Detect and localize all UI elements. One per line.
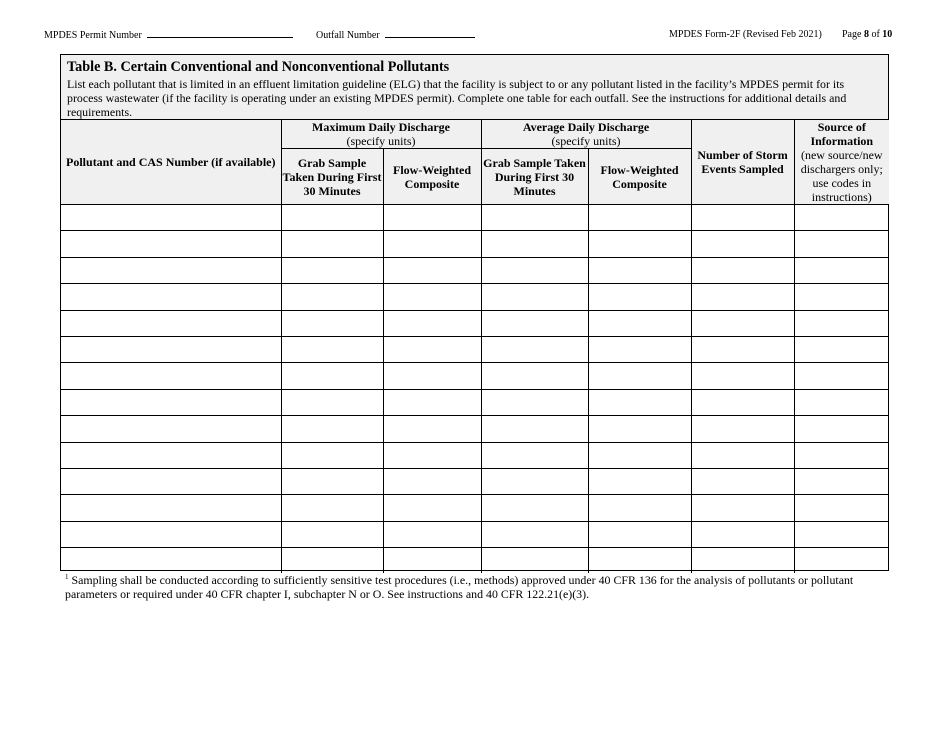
max-grab-input[interactable] [282,495,383,520]
avg-grab-cell [481,416,588,442]
avg-daily-title: Average Daily Discharge [522,120,650,135]
max-grab-input[interactable] [282,416,383,441]
avg-flow-input[interactable] [589,495,691,520]
avg-grab-input[interactable] [482,495,588,520]
table-row [61,284,889,310]
max-flow-input[interactable] [384,416,481,441]
storm-events-cell [691,310,794,336]
avg-grab-cell [481,468,588,494]
avg-grab-input[interactable] [482,205,588,230]
avg-grab-cell [481,363,588,389]
avg-grab-cell [481,495,588,521]
max-flow-cell [383,310,481,336]
max-flow-input[interactable] [384,390,481,415]
max-grab-cell [281,389,383,415]
table-row [61,205,889,231]
pollutant-input[interactable] [61,205,281,230]
pollutant-cell [61,521,281,547]
form-label: MPDES Form-2F (Revised Feb 2021) [669,29,822,40]
table-title: Table B. Certain Conventional and Nonconventional Pollutants [67,59,450,75]
storm-events-cell [691,205,794,231]
pollutant-input[interactable] [61,443,281,468]
storm-events-cell [691,257,794,283]
avg-grab-input[interactable] [482,337,588,362]
avg-flow-input[interactable] [589,363,691,388]
source-info-header [794,120,889,205]
max-grab-cell [281,521,383,547]
avg-grab-input[interactable] [482,311,588,336]
storm-events-cell [691,336,794,362]
max-flow-input[interactable] [384,337,481,362]
max-flow-input[interactable] [384,548,481,573]
max-grab-cell [281,231,383,257]
source-input[interactable] [795,258,890,283]
source-input[interactable] [795,231,890,256]
avg-flow-cell [588,389,691,415]
max-grab-sample-text: Grab Sample Taken During First 30 Minutes [282,155,382,198]
max-flow-input[interactable] [384,284,481,309]
avg-grab-cell [481,442,588,468]
pollutant-input[interactable] [61,337,281,362]
max-flow-cell [383,336,481,362]
max-grab-cell [281,363,383,389]
storm-events-cell [691,363,794,389]
source-input[interactable] [795,443,890,468]
source-cell [794,205,889,231]
source-cell [794,442,889,468]
source-info-title: Source of Information [810,120,874,148]
max-grab-input[interactable] [282,522,383,547]
max-flow-cell [383,363,481,389]
storm-events-input[interactable] [692,495,794,520]
avg-grab-input[interactable] [482,416,588,441]
storm-events-cell [691,548,794,574]
avg-flow-cell [588,521,691,547]
max-grab-input[interactable] [282,258,383,283]
table-instructions: List each pollutant that is limited in an effluent limitation guideline (ELG) that the facility is subject to or any pollutant listed in the facility’s MPDES permit for its process wastewater (if the facility is operating under an existing MPDES permit). Complete one table for each outfall. See the instructions for additional details and requirements. [67,77,847,119]
table-title-area [61,55,888,119]
source-input[interactable] [795,416,890,441]
source-cell [794,468,889,494]
outfall-number-label: Outfall Number [316,30,380,41]
footnote-text: Sampling shall be conducted according to sufficiently sensitive test procedures (i.e., methods) approved under 40 CFR 136 for the analysis of pollutants or pollutant parameters or required under 40 CFR chapter I, subchapter N or O. See instructions and 40 CFR 122.21(e)(3). [65,573,854,601]
avg-grab-sample-header [481,149,588,205]
avg-daily-units: (specify units) [551,134,621,149]
storm-events-cell [691,521,794,547]
max-grab-cell [281,442,383,468]
pollutant-cell [61,336,281,362]
storm-events-cell [691,416,794,442]
avg-flow-input[interactable] [589,205,691,230]
storm-events-input[interactable] [692,443,794,468]
avg-flow-input[interactable] [589,548,691,573]
max-flow-cell [383,389,481,415]
avg-flow-cell [588,336,691,362]
source-input[interactable] [795,390,890,415]
max-grab-input[interactable] [282,443,383,468]
max-grab-cell [281,416,383,442]
avg-grab-cell [481,231,588,257]
source-input[interactable] [795,337,890,362]
outfall-number-blank[interactable] [385,29,475,38]
avg-flow-weighted-text: Flow-Weighted Composite [600,162,679,191]
max-grab-input[interactable] [282,205,383,230]
max-flow-input[interactable] [384,522,481,547]
table-row [61,336,889,362]
avg-grab-cell [481,389,588,415]
source-input[interactable] [795,548,890,573]
storm-events-cell [691,468,794,494]
avg-grab-input[interactable] [482,363,588,388]
table-row [61,389,889,415]
max-grab-cell [281,310,383,336]
max-flow-input[interactable] [384,443,481,468]
avg-flow-cell [588,205,691,231]
max-flow-cell [383,548,481,574]
avg-grab-cell [481,284,588,310]
source-input[interactable] [795,205,890,230]
avg-flow-cell [588,416,691,442]
max-flow-weighted-header [383,149,481,205]
pollutant-cell [61,389,281,415]
max-flow-cell [383,442,481,468]
max-flow-cell [383,468,481,494]
avg-flow-cell [588,495,691,521]
avg-grab-input[interactable] [482,443,588,468]
table-row [61,521,889,547]
avg-grab-input[interactable] [482,258,588,283]
source-cell [794,231,889,257]
source-cell [794,521,889,547]
table-row [61,442,889,468]
storm-events-input[interactable] [692,469,794,494]
pollutant-cell [61,257,281,283]
avg-daily-discharge-header [481,120,691,149]
source-cell [794,548,889,574]
pollutant-column-header [61,120,281,205]
pollutant-input[interactable] [61,311,281,336]
page-current: 8 [863,29,869,40]
avg-flow-input[interactable] [589,311,691,336]
storm-events-input[interactable] [692,416,794,441]
avg-flow-input[interactable] [589,284,691,309]
pollutant-cell [61,310,281,336]
avg-grab-input[interactable] [482,522,588,547]
max-flow-input[interactable] [384,231,481,256]
avg-flow-weighted-header [588,149,691,205]
avg-flow-input[interactable] [589,390,691,415]
pollutant-input[interactable] [61,284,281,309]
source-cell [794,257,889,283]
permit-number-header [44,29,293,41]
avg-flow-cell [588,468,691,494]
pollutant-input[interactable] [61,231,281,256]
max-grab-input[interactable] [282,231,383,256]
max-grab-input[interactable] [282,363,383,388]
source-input[interactable] [795,522,890,547]
avg-flow-input[interactable] [589,469,691,494]
avg-flow-cell [588,442,691,468]
max-grab-input[interactable] [282,469,383,494]
outfall-number-header [316,29,475,41]
max-flow-cell [383,205,481,231]
avg-flow-input[interactable] [589,337,691,362]
table-body [61,205,889,574]
table-row [61,231,889,257]
avg-grab-input[interactable] [482,469,588,494]
pollutant-cell [61,468,281,494]
table-b-form [60,54,889,571]
pollutant-input[interactable] [61,416,281,441]
pollutant-cell [61,548,281,574]
source-input[interactable] [795,284,890,309]
avg-grab-input[interactable] [482,390,588,415]
avg-flow-input[interactable] [589,522,691,547]
page-of: of [871,29,880,40]
avg-grab-cell [481,257,588,283]
max-flow-cell [383,521,481,547]
avg-grab-cell [481,521,588,547]
table-row [61,495,889,521]
source-input[interactable] [795,363,890,388]
storm-events-input[interactable] [692,311,794,336]
max-grab-cell [281,468,383,494]
storm-events-cell [691,231,794,257]
max-daily-units: (specify units) [346,134,416,149]
source-input[interactable] [795,495,890,520]
pollutant-input[interactable] [61,548,281,573]
pollutant-input[interactable] [61,390,281,415]
avg-grab-cell [481,310,588,336]
avg-grab-cell [481,336,588,362]
pollutant-cell [61,205,281,231]
pollutant-cell [61,416,281,442]
max-grab-input[interactable] [282,284,383,309]
pollutant-input[interactable] [61,469,281,494]
storm-events-input[interactable] [692,205,794,230]
pollutant-cell [61,284,281,310]
max-grab-cell [281,205,383,231]
table-row [61,416,889,442]
avg-flow-cell [588,363,691,389]
storm-events-cell [691,284,794,310]
footnote [65,573,885,601]
avg-grab-cell [481,548,588,574]
max-daily-discharge-header [281,120,481,149]
max-grab-cell [281,495,383,521]
avg-grab-input[interactable] [482,548,588,573]
avg-flow-cell [588,548,691,574]
storm-events-cell [691,389,794,415]
source-cell [794,363,889,389]
max-grab-cell [281,548,383,574]
source-input[interactable] [795,311,890,336]
pollutant-header-text: Pollutant and CAS Number (if available) [66,155,276,169]
avg-flow-input[interactable] [589,416,691,441]
avg-flow-input[interactable] [589,231,691,256]
source-cell [794,336,889,362]
max-flow-input[interactable] [384,469,481,494]
permit-number-label: MPDES Permit Number [44,30,142,41]
max-grab-cell [281,336,383,362]
max-flow-weighted-text: Flow-Weighted Composite [393,162,471,191]
page-prefix: Page [842,29,862,40]
avg-flow-cell [588,231,691,257]
avg-flow-cell [588,310,691,336]
max-flow-cell [383,231,481,257]
storm-events-input[interactable] [692,522,794,547]
max-flow-input[interactable] [384,363,481,388]
max-flow-cell [383,416,481,442]
max-grab-input[interactable] [282,390,383,415]
max-grab-input[interactable] [282,311,383,336]
avg-grab-cell [481,205,588,231]
max-flow-cell [383,284,481,310]
avg-flow-input[interactable] [589,258,691,283]
storm-events-input[interactable] [692,363,794,388]
max-grab-input[interactable] [282,548,383,573]
storm-events-text: Number of Storm Events Sampled [697,148,788,176]
pollutant-table [61,119,889,573]
page-indicator [842,29,892,40]
storm-events-input[interactable] [692,390,794,415]
footnote-marker: 1 [65,573,69,582]
pollutant-cell [61,363,281,389]
avg-flow-cell [588,284,691,310]
source-info-note: (new source/new dischargers only; use codes in instructions) [800,148,883,204]
storm-events-input[interactable] [692,284,794,309]
page-total: 10 [882,29,893,40]
storm-events-cell [691,495,794,521]
storm-events-input[interactable] [692,337,794,362]
max-flow-cell [383,257,481,283]
permit-number-blank[interactable] [147,29,293,38]
pollutant-input[interactable] [61,522,281,547]
pollutant-input[interactable] [61,258,281,283]
avg-grab-sample-text: Grab Sample Taken During First 30 Minutes [483,155,586,198]
table-row [61,310,889,336]
avg-grab-input[interactable] [482,231,588,256]
storm-events-input[interactable] [692,548,794,573]
pollutant-cell [61,495,281,521]
table-row [61,257,889,283]
max-flow-input[interactable] [384,258,481,283]
table-row [61,548,889,574]
pollutant-cell [61,442,281,468]
pollutant-input[interactable] [61,363,281,388]
max-grab-cell [281,257,383,283]
source-cell [794,495,889,521]
max-daily-title: Maximum Daily Discharge [312,120,450,135]
source-cell [794,416,889,442]
pollutant-input[interactable] [61,495,281,520]
avg-grab-input[interactable] [482,284,588,309]
max-flow-input[interactable] [384,311,481,336]
source-cell [794,284,889,310]
avg-flow-input[interactable] [589,443,691,468]
max-grab-cell [281,284,383,310]
max-flow-cell [383,495,481,521]
storm-events-header [691,120,794,205]
avg-flow-cell [588,257,691,283]
table-row [61,363,889,389]
storm-events-cell [691,442,794,468]
max-flow-input[interactable] [384,495,481,520]
pollutant-cell [61,231,281,257]
source-cell [794,389,889,415]
table-row [61,468,889,494]
max-grab-sample-header [281,149,383,205]
max-grab-input[interactable] [282,337,383,362]
source-input[interactable] [795,469,890,494]
storm-events-input[interactable] [692,258,794,283]
source-cell [794,310,889,336]
storm-events-input[interactable] [692,231,794,256]
max-flow-input[interactable] [384,205,481,230]
